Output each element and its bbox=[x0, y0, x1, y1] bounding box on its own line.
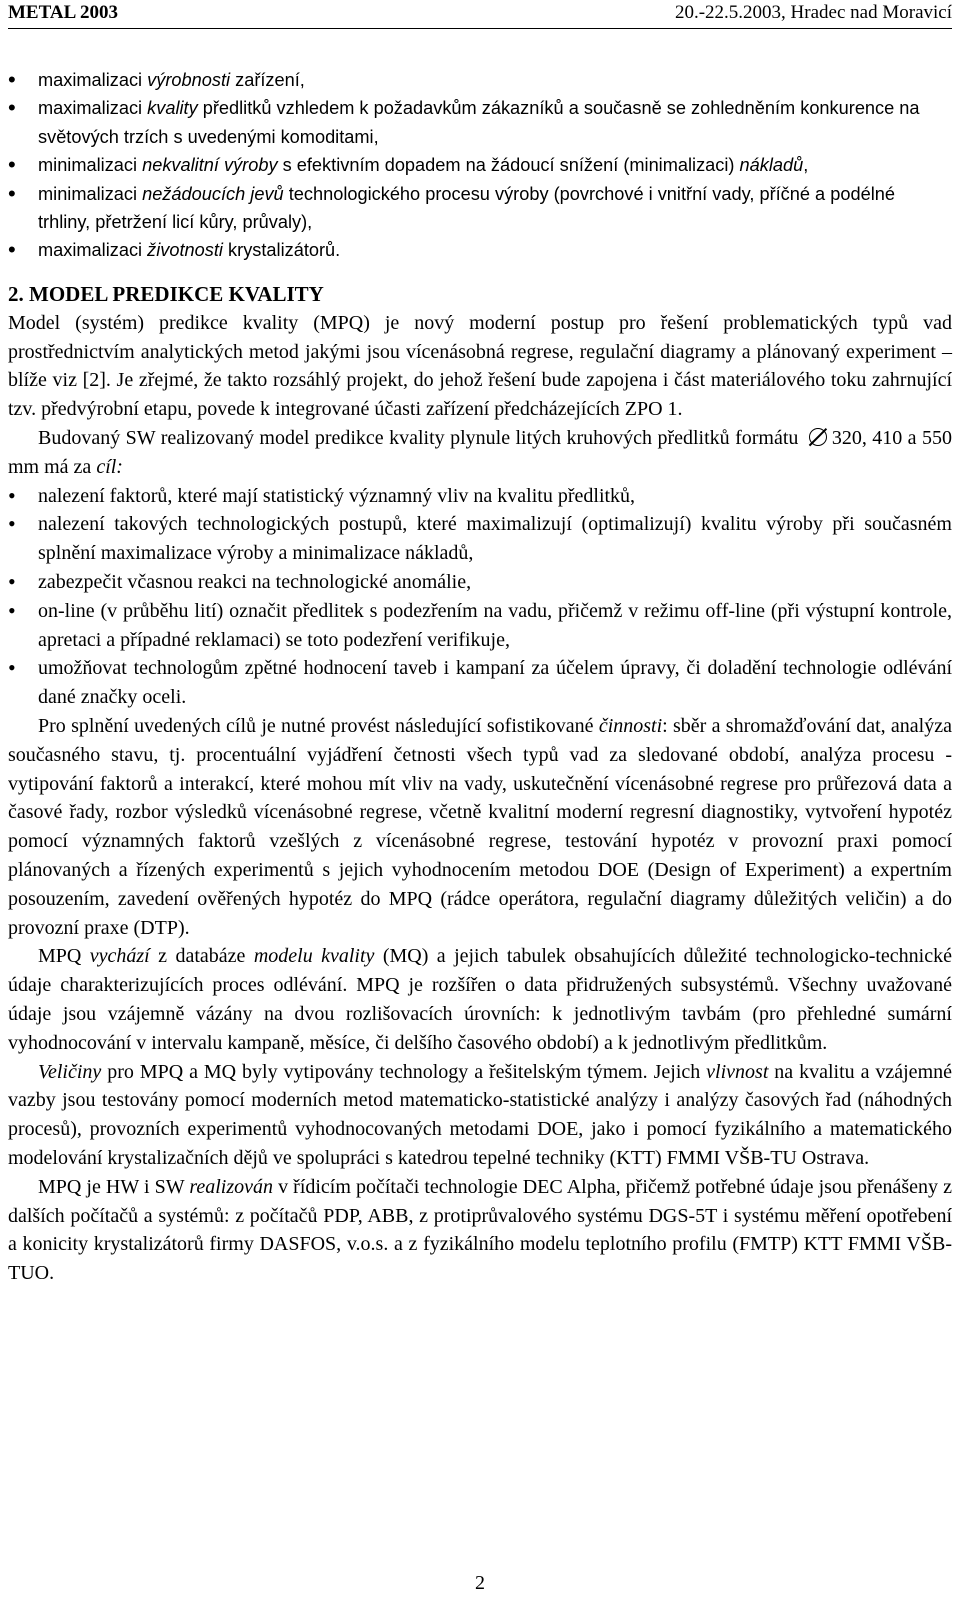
list-item: • umožňovat technologům zpětné hodnocení taveb i kampaní za účelem úpravy, či doladění technologie odlévání dané značky oceli. bbox=[8, 654, 952, 712]
conference-date-place: 20.-22.5.2003, Hradec nad Moravicí bbox=[674, 2, 952, 23]
goals-list bbox=[8, 482, 952, 712]
list-item: • maximalizaci kvality předlitků vzhledem k požadavkům zákazníků a současně se zohledněním konkurence na světových trzích s uvedenými komoditami, bbox=[8, 94, 952, 151]
section-body bbox=[8, 309, 952, 1288]
list-item: • nalezení takových technologických postupů, které maximalizují (optimalizují) kvalitu výroby při současném splnění maximalizace výroby a minimalizace nákladů, bbox=[8, 510, 952, 568]
page-header bbox=[8, 2, 952, 29]
paragraph: Veličiny pro MPQ a MQ byly vytipovány technology a řešitelským týmem. Jejich vlivnost na kvalitu a vzájemné vazby jsou testovány pomocí moderních metod matematicko-statistické analýzy i analýzy časových řad (náhodných procesů), provozních experimentů vyhodnocovaných metodami DOE, jako i pomocí fyzikálního a matematického modelování krystalizačních dějů ve spolupráci s katedrou tepelné techniky (KTT) FMMI VŠB-TU Ostrava. bbox=[8, 1060, 952, 1169]
list-item: • minimalizaci nekvalitní výroby s efektivním dopadem na žádoucí snížení (minimalizaci) nákladů, bbox=[8, 151, 952, 179]
list-item: • maximalizaci životnosti krystalizátorů. bbox=[8, 236, 952, 264]
objectives-list bbox=[8, 66, 952, 265]
paragraph: MPQ vychází z databáze modelu kvality (MQ) a jejich tabulek obsahujících důležité technologicko-technické údaje charakterizujících proces odlévání. MPQ je rozšířen o data přidružených subsystémů. Všechny uvažované údaje jsou vzájemně vázány na dvou rozlišovacích úrovních: k jednotlivým tavbám (pro přehledné sumární vyhodnocování v intervalu kampaně, měsíce, či delšího časového období) a k jednotlivým předlitkům. bbox=[8, 945, 952, 1054]
page-number: 2 bbox=[475, 1572, 485, 1594]
paragraph: Model (systém) predikce kvality (MPQ) je nový moderní postup pro řešení problematických typů vad prostřednictvím analytických metod jakými jsou vícenásobná regrese, regulační diagramy a plánovaný experiment – blíže viz [2]. Je zřejmé, že takto rozsáhlý projekt, do jehož řešení bude zapojena i část materiálového toku zahrnující tzv. předvýrobní etapu, povede k integrované účasti zařízení předcházejících ZPO 1. bbox=[8, 311, 952, 421]
objectives-list-block bbox=[8, 66, 952, 265]
list-item: • minimalizaci nežádoucích jevů technologického procesu výroby (povrchové i vnitřní vady, příčné a podélné trhliny, přetržení licí kůry, průvaly), bbox=[8, 180, 952, 237]
section-heading: 2. MODEL PREDIKCE KVALITY bbox=[8, 281, 324, 306]
paragraph: MPQ je HW i SW realizován v řídicím počítači technologie DEC Alpha, přičemž potřebné údaje jsou přenášeny z dalších počítačů a systémů: z počítačů PDP, ABB, z protiprůvalového systému DGS-5T i systému měření opotřebení a konicity krystalizátorů firmy DASFOS, v.o.s. a z fyzikálního modelu teplotního profilu (FMTP) KTT FMMI VŠB-TUO. bbox=[8, 1175, 953, 1285]
paragraph: Budovaný SW realizovaný model predikce kvality plynule litých kruhových předlitků formátu 320, 410 a 550 mm má za cíl: bbox=[8, 427, 952, 478]
list-item: • maximalizaci výrobnosti zařízení, bbox=[8, 66, 952, 94]
list-item: • on-line (v průběhu lití) označit předlitek s podezřením na vadu, přičemž v režimu off-line (při výstupní kontrole, apretaci a případné reklamaci) se toto podezření verifikuje, bbox=[8, 597, 952, 655]
list-item: • nalezení faktorů, které mají statistický významný vliv na kvalitu předlitků, bbox=[8, 482, 952, 511]
diameter-icon bbox=[808, 427, 828, 447]
conference-name: METAL 2003 bbox=[8, 2, 118, 23]
paragraph: Pro splnění uvedených cílů je nutné provést následující sofistikované činnosti: sběr a shromažďování dat, analýza současného stavu, tj. procentuální vyjádření četnosti všech typů vad za sledované období, analýza procesu - vytipování faktorů a interakcí, které mohou mít vliv na vady, uskutečnění vícenásobné regrese pro průřezová data a časové řady, rozbor výsledků vícenásobné regrese, včetně kvalitní moderní regresní diagnostiky, vytvoření hypotéz pomocí významných faktorů vzešlých z vícenásobné regrese, testování hypotéz v provozní praxi pomocí plánovaných a řízených experimentů s jejich vyhodnocením metodou DOE (Design of Experiment) a expertním posouzením, zavedení ověřených hypotéz do MPQ (rádce operátora, regulační diagramy důležitých veličin) a do provozní praxe (DTP). bbox=[8, 715, 952, 939]
list-item: • zabezpečit včasnou reakci na technologické anomálie, bbox=[8, 568, 952, 597]
content bbox=[8, 66, 952, 1288]
